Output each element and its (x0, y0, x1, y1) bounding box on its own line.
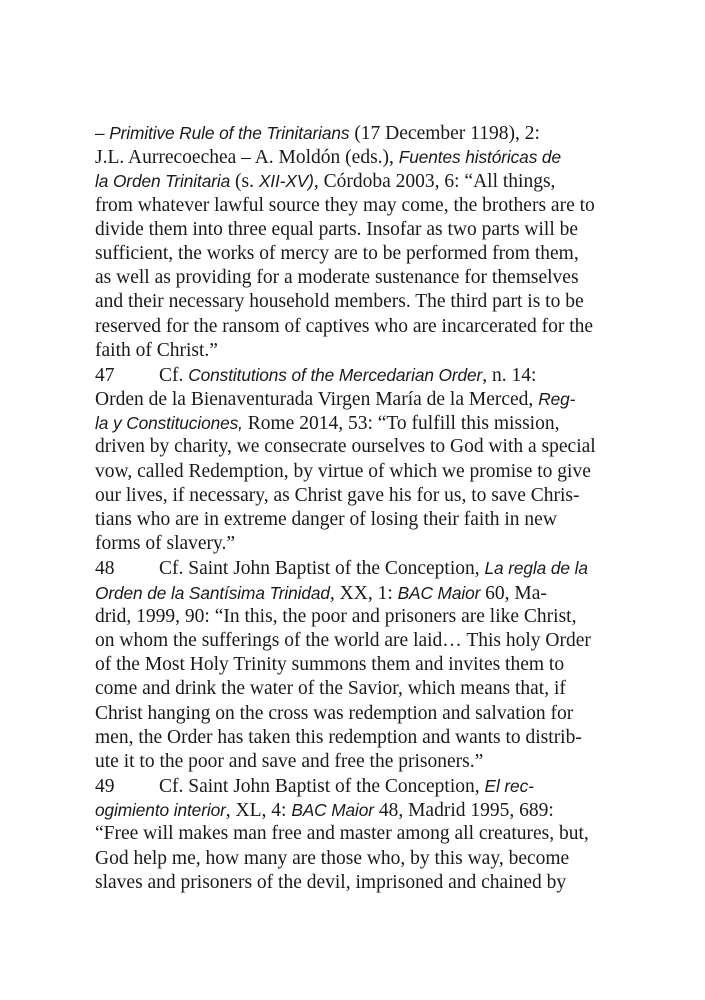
text-run: sufficient, the works of mercy are to be performed from them, (95, 242, 579, 264)
text-line (95, 629, 615, 653)
text-line (95, 484, 615, 508)
text-line (95, 798, 615, 822)
text-line (95, 508, 615, 532)
text-line (95, 677, 615, 701)
text-run: God help me, how many are those who, by this way, become (95, 847, 570, 869)
text-run: 48, Madrid 1995, 689: (373, 800, 554, 822)
text-run: of the Most Holy Trinity summons them and invites them to (95, 654, 565, 676)
text-line (95, 605, 615, 629)
text-line (95, 871, 615, 895)
text-line (95, 266, 615, 290)
text-run: Cf. Saint John Baptist of the Conception, (159, 558, 485, 580)
text-run: divide them into three equal parts. Insofar as two parts will be (95, 218, 579, 240)
text-line (95, 145, 615, 169)
text-line (95, 169, 615, 193)
text-line (95, 242, 615, 266)
footnotes-page (95, 121, 615, 895)
text-run: as well as providing for a moderate sustenance for themselves (95, 267, 579, 289)
text-line (95, 726, 615, 750)
text-run: ute it to the poor and save and free the prisoners.” (95, 750, 484, 772)
text-line (95, 290, 615, 314)
italic-title: Constitutions of the Mercedarian Order (188, 364, 483, 385)
text-line (95, 363, 615, 387)
text-run: from whatever lawful source they may come, the brothers are to (95, 194, 595, 216)
text-line (95, 435, 615, 459)
text-line (95, 194, 615, 218)
italic-title: BAC Maior (397, 582, 481, 603)
text-line (95, 750, 615, 774)
text-run: drid, 1999, 90: “In this, the poor and prisoners are like Christ, (95, 605, 577, 627)
text-run: faith of Christ.” (95, 339, 218, 361)
text-run: , XX, 1: (329, 582, 398, 604)
text-line (95, 411, 615, 435)
text-run: tians who are in extreme danger of losing their faith in new (95, 509, 557, 530)
text-run: , XL, 4: (225, 800, 292, 822)
text-line (95, 532, 615, 556)
italic-title: Fuentes históricas de (398, 147, 561, 168)
italic-title: El rec- (484, 776, 534, 797)
text-line (95, 339, 615, 363)
text-run: “Free will makes man free and master among all creatures, but, (95, 823, 589, 845)
text-run: Cf. (159, 364, 189, 386)
text-line (95, 460, 615, 484)
text-line (95, 653, 615, 677)
italic-title: Reg- (538, 389, 576, 410)
text-run: slaves and prisoners of the devil, imprisoned and chained by (95, 871, 567, 893)
text-run: Christ hanging on the cross was redemption and salvation for (95, 702, 574, 724)
text-run: Orden de la Bienaventurada Virgen María de la Merced, (95, 389, 539, 411)
text-line (95, 847, 615, 871)
text-run: Rome 2014, 53: “To fulfill this mission, (242, 413, 560, 435)
italic-title: la Orden Trinitaria (95, 171, 231, 192)
text-run: reserved for the ransom of captives who are incarcerated for the (95, 315, 594, 337)
text-line (95, 774, 615, 798)
text-run: driven by charity, we consecrate ourselves to God with a special (95, 436, 596, 458)
text-line (95, 822, 615, 846)
text-run: men, the Order has taken this redemption and wants to distrib- (95, 726, 582, 748)
text-run: , Córdoba 2003, 6: “All things, (313, 171, 556, 193)
text-run: J.L. Aurrecoechea – A. Moldón (eds.), (95, 147, 399, 169)
footnote-number: 49 (95, 776, 115, 798)
italic-title: La regla de la (484, 558, 588, 579)
text-run: forms of slavery.” (95, 533, 236, 555)
text-run: Cf. Saint John Baptist of the Conception, (159, 776, 485, 798)
text-line (95, 556, 615, 580)
text-line (95, 121, 615, 145)
footnote-number: 47 (95, 364, 115, 386)
text-line (95, 387, 615, 411)
text-line (95, 218, 615, 242)
text-run: 60, Ma- (480, 582, 547, 604)
text-line (95, 702, 615, 726)
text-run: come and drink the water of the Savior, which means that, if (95, 678, 566, 700)
text-run: our lives, if necessary, as Christ gave his for us, to save Chris- (95, 484, 580, 506)
text-run: , n. 14: (482, 364, 537, 386)
text-run: and their necessary household members. The third part is to be (95, 291, 584, 313)
text-run: (s. (230, 171, 259, 193)
italic-title: BAC Maior (291, 800, 374, 821)
text-run: vow, called Redemption, by virtue of which we promise to give (95, 460, 591, 482)
text-line (95, 315, 615, 339)
footnote-number: 48 (95, 558, 115, 580)
italic-title: Orden de la Santísima Trinidad (95, 582, 330, 603)
italic-title: – Primitive Rule of the Trinitarians (95, 123, 350, 143)
text-line (95, 581, 615, 605)
italic-title: ogimiento interior (95, 800, 226, 821)
text-run: (17 December 1198), 2: (349, 123, 540, 144)
italic-title: la y Constituciones, (95, 413, 243, 434)
text-run: on whom the sufferings of the world are laid… This holy Order (95, 629, 591, 651)
italic-title: XII-XV) (258, 171, 314, 192)
